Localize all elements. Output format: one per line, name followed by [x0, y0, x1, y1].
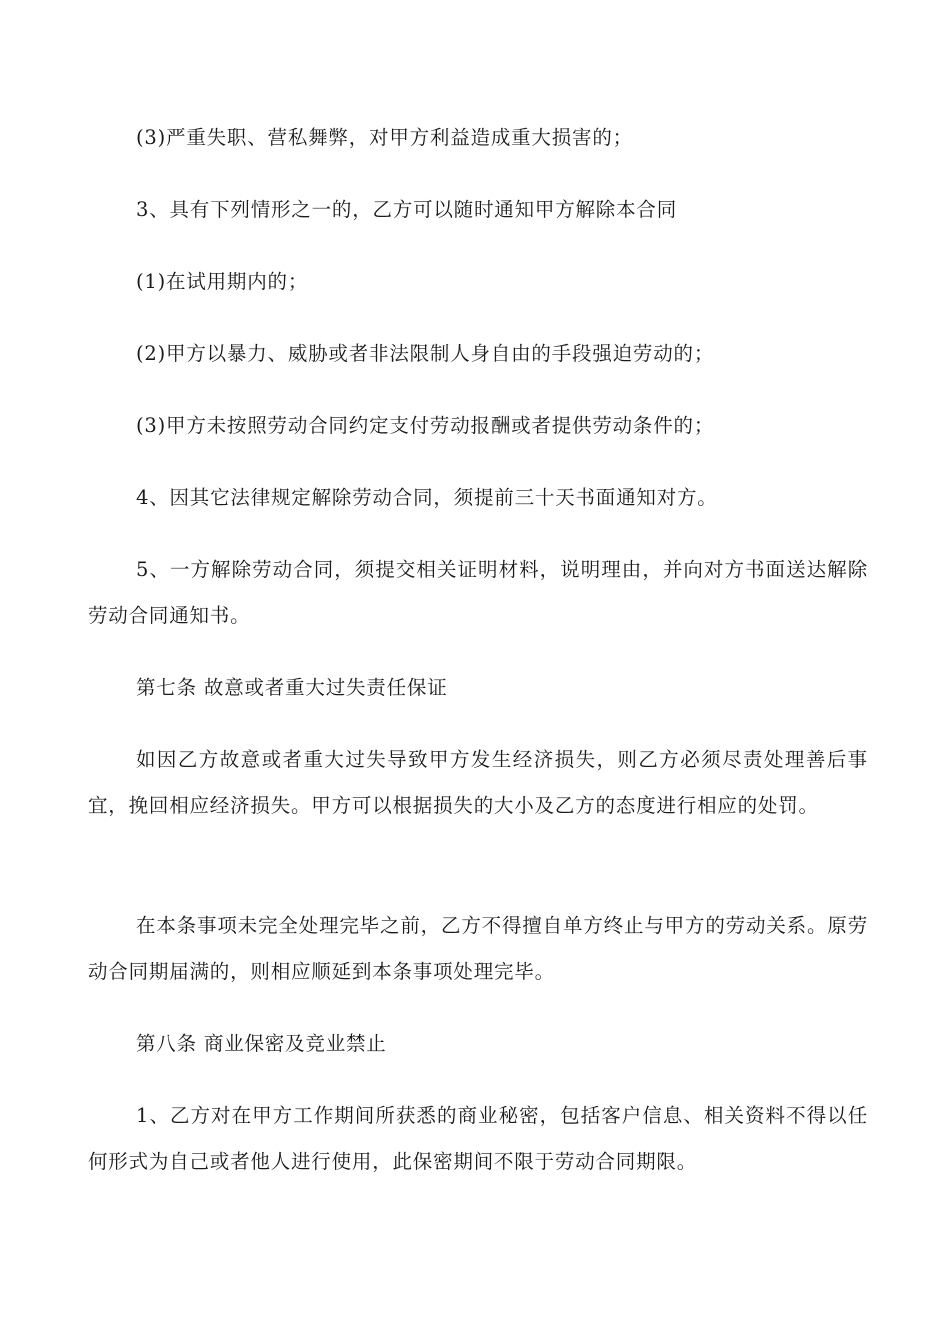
paragraph-item-4-notice-period: 4、因其它法律规定解除劳动合同，须提前三十天书面通知对方。 [136, 486, 718, 509]
paragraph-clause-3-unpaid-wages: (3)甲方未按照劳动合同约定支付劳动报酬或者提供劳动条件的； [136, 414, 715, 437]
paragraph-clause-1-probation: (1)在试用期内的； [136, 270, 309, 293]
article-7-heading: 第七条 故意或者重大过失责任保证 [136, 676, 448, 699]
paragraph-clause-2-forced-labor: (2)甲方以暴力、威胁或者非法限制人身自由的手段强迫劳动的； [136, 342, 715, 365]
paragraph-item-5-termination-notice: 5、一方解除劳动合同，须提交相关证明材料，说明理由，并向对方书面送达解除劳动合同通知书。 [88, 558, 868, 627]
paragraph-article-7-liability: 如因乙方故意或者重大过失导致甲方发生经济损失，则乙方必须尽责处理善后事宜，挽回相应经济损失。甲方可以根据损失的大小及乙方的态度进行相应的处罚。 [88, 748, 868, 817]
paragraph-article-7-extension: 在本条事项未完全处理完毕之前，乙方不得擅自单方终止与甲方的劳动关系。原劳动合同期届满的，则相应顺延到本条事项处理完毕。 [88, 914, 868, 983]
paragraph-item-3-employee-termination: 3、具有下列情形之一的，乙方可以随时通知甲方解除本合同 [136, 198, 678, 221]
paragraph-article-8-confidentiality: 1、乙方对在甲方工作期间所获悉的商业秘密，包括客户信息、相关资料不得以任何形式为自己或者他人进行使用，此保密期间不限于劳动合同期限。 [88, 1104, 868, 1173]
paragraph-clause-3-serious-misconduct: (3)严重失职、营私舞弊，对甲方利益造成重大损害的； [136, 126, 633, 149]
article-8-heading: 第八条 商业保密及竞业禁止 [136, 1032, 387, 1055]
